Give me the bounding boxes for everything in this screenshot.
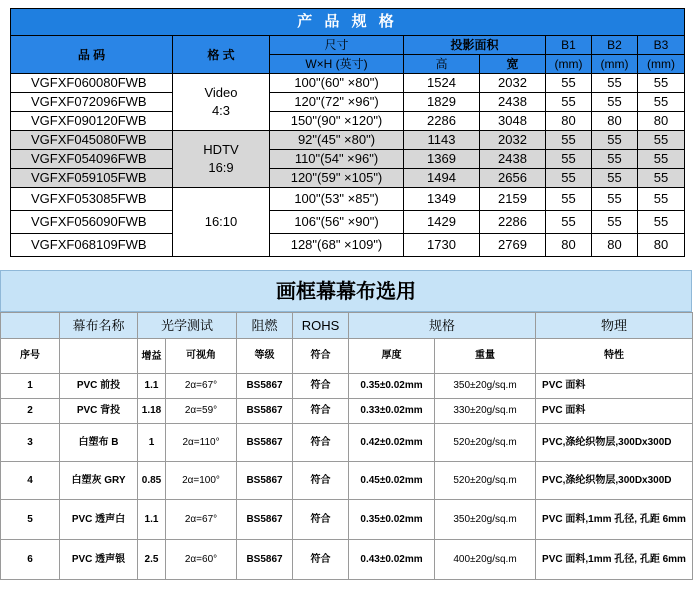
width-cell: 2159: [480, 188, 546, 211]
row-index: 6: [1, 540, 60, 580]
col-header-b3: B3: [638, 36, 685, 55]
col-header-b2-unit: (mm): [592, 55, 638, 74]
flame-grade: BS5867: [237, 399, 293, 424]
b2-cell: 80: [592, 234, 638, 257]
sub-header-gain: 增益: [138, 339, 166, 374]
product-code: VGFXF054096FWB: [11, 150, 173, 169]
b3-cell: 55: [638, 150, 685, 169]
thickness-cell: 0.33±0.02mm: [349, 399, 435, 424]
b2-cell: 80: [592, 112, 638, 131]
spec-row: [11, 131, 685, 150]
height-cell: 1494: [404, 169, 480, 188]
property-cell: PVC 面料: [536, 374, 693, 399]
format-cell-hdtv: HDTV 16:9: [173, 131, 270, 188]
size-cell: 92"(45" ×80"): [270, 131, 404, 150]
b2-cell: 55: [592, 93, 638, 112]
spec-row: [11, 169, 685, 188]
b3-cell: 80: [638, 234, 685, 257]
size-cell: 128"(68" ×109"): [270, 234, 404, 257]
material-row: [1, 500, 693, 540]
b3-cell: 55: [638, 131, 685, 150]
sub-header-comply: 符合: [293, 339, 349, 374]
gain-cell: 1: [138, 424, 166, 462]
product-code: VGFXF059105FWB: [11, 169, 173, 188]
b3-cell: 55: [638, 211, 685, 234]
rohs-cell: 符合: [293, 500, 349, 540]
height-cell: 1524: [404, 74, 480, 93]
b3-cell: 55: [638, 188, 685, 211]
property-cell: PVC,涤纶织物层,300Dx300D: [536, 424, 693, 462]
b1-cell: 55: [546, 131, 592, 150]
col-header-wide: 宽: [480, 55, 546, 74]
format-cell-video: Video 4:3: [173, 74, 270, 131]
weight-cell: 330±20g/sq.m: [435, 399, 536, 424]
gain-cell: 0.85: [138, 462, 166, 500]
weight-cell: 400±20g/sq.m: [435, 540, 536, 580]
b1-cell: 80: [546, 112, 592, 131]
material-name: PVC 透声白: [60, 500, 138, 540]
size-cell: 110"(54" ×96"): [270, 150, 404, 169]
size-cell: 106"(56" ×90"): [270, 211, 404, 234]
sub-header-property: 特性: [536, 339, 693, 374]
material-name: PVC 背投: [60, 399, 138, 424]
b3-cell: 55: [638, 74, 685, 93]
weight-cell: 350±20g/sq.m: [435, 374, 536, 399]
height-cell: 1829: [404, 93, 480, 112]
col-header-size: 尺寸: [270, 36, 404, 55]
rohs-cell: 符合: [293, 424, 349, 462]
b3-cell: 80: [638, 112, 685, 131]
row-index: 4: [1, 462, 60, 500]
product-code: VGFXF060080FWB: [11, 74, 173, 93]
product-code: VGFXF056090FWB: [11, 211, 173, 234]
property-cell: PVC,涤纶织物层,300Dx300D: [536, 462, 693, 500]
product-code: VGFXF068109FWB: [11, 234, 173, 257]
group-header-optical: 光学测试: [138, 313, 237, 339]
col-header-b3-unit: (mm): [638, 55, 685, 74]
width-cell: 2438: [480, 93, 546, 112]
width-cell: 2438: [480, 150, 546, 169]
flame-grade: BS5867: [237, 540, 293, 580]
group-header-flame: 阻燃: [237, 313, 293, 339]
col-header-size-unit: W×H (英寸): [270, 55, 404, 74]
width-cell: 3048: [480, 112, 546, 131]
rohs-cell: 符合: [293, 399, 349, 424]
material-name: PVC 前投: [60, 374, 138, 399]
sub-header-grade: 等级: [237, 339, 293, 374]
spec-row: [11, 74, 685, 93]
size-cell: 120"(59" ×105"): [270, 169, 404, 188]
b3-cell: 55: [638, 93, 685, 112]
thickness-cell: 0.43±0.02mm: [349, 540, 435, 580]
height-cell: 1369: [404, 150, 480, 169]
b1-cell: 55: [546, 93, 592, 112]
gain-cell: 2.5: [138, 540, 166, 580]
size-cell: 120"(72" ×96"): [270, 93, 404, 112]
gain-cell: 1.1: [138, 500, 166, 540]
col-header-high: 高: [404, 55, 480, 74]
flame-grade: BS5867: [237, 500, 293, 540]
angle-cell: 2α=67°: [166, 374, 237, 399]
b2-cell: 55: [592, 169, 638, 188]
row-index: 5: [1, 500, 60, 540]
spec-row: [11, 93, 685, 112]
sub-header-thickness: 厚度: [349, 339, 435, 374]
col-header-code: 品 码: [11, 36, 173, 74]
b1-cell: 80: [546, 234, 592, 257]
sub-header-angle: 可视角: [166, 339, 237, 374]
angle-cell: 2α=110°: [166, 424, 237, 462]
material-name: 白塑灰 GRY: [60, 462, 138, 500]
material-row: [1, 462, 693, 500]
property-cell: PVC 面料,1mm 孔径, 孔距 6mm: [536, 540, 693, 580]
material-row: [1, 540, 693, 580]
spec-row: [11, 234, 685, 257]
b2-cell: 55: [592, 188, 638, 211]
material-row: [1, 374, 693, 399]
height-cell: 1143: [404, 131, 480, 150]
spec-row: [11, 112, 685, 131]
spec-table-body: [11, 74, 685, 257]
product-spec-table: [10, 8, 685, 257]
width-cell: 2032: [480, 131, 546, 150]
height-cell: 1429: [404, 211, 480, 234]
flame-grade: BS5867: [237, 462, 293, 500]
b1-cell: 55: [546, 169, 592, 188]
row-index: 3: [1, 424, 60, 462]
gain-cell: 1.1: [138, 374, 166, 399]
row-index: 1: [1, 374, 60, 399]
thickness-cell: 0.35±0.02mm: [349, 374, 435, 399]
product-code: VGFXF053085FWB: [11, 188, 173, 211]
thickness-cell: 0.35±0.02mm: [349, 500, 435, 540]
col-header-b2: B2: [592, 36, 638, 55]
group-header-blank: [1, 313, 60, 339]
spec-table-title: 产 品 规 格: [11, 9, 685, 36]
material-table: [0, 312, 693, 580]
product-code: VGFXF090120FWB: [11, 112, 173, 131]
material-row: [1, 399, 693, 424]
size-cell: 150"(90" ×120"): [270, 112, 404, 131]
col-header-projection-area: 投影面积: [404, 36, 546, 55]
size-cell: 100"(60" ×80"): [270, 74, 404, 93]
material-name: PVC 透声银: [60, 540, 138, 580]
width-cell: 2769: [480, 234, 546, 257]
material-table-body: [1, 374, 693, 580]
sub-header-weight: 重量: [435, 339, 536, 374]
material-title: 画框幕幕布选用: [0, 270, 692, 312]
sub-header-index: 序号: [1, 339, 60, 374]
gain-cell: 1.18: [138, 399, 166, 424]
b2-cell: 55: [592, 131, 638, 150]
group-header-name: 幕布名称: [60, 313, 138, 339]
width-cell: 2032: [480, 74, 546, 93]
b2-cell: 55: [592, 211, 638, 234]
width-cell: 2656: [480, 169, 546, 188]
b1-cell: 55: [546, 188, 592, 211]
b3-cell: 55: [638, 169, 685, 188]
flame-grade: BS5867: [237, 424, 293, 462]
angle-cell: 2α=60°: [166, 540, 237, 580]
b2-cell: 55: [592, 150, 638, 169]
height-cell: 2286: [404, 112, 480, 131]
spec-row: [11, 150, 685, 169]
flame-grade: BS5867: [237, 374, 293, 399]
group-header-physical: 物理: [536, 313, 693, 339]
b1-cell: 55: [546, 211, 592, 234]
height-cell: 1349: [404, 188, 480, 211]
b2-cell: 55: [592, 74, 638, 93]
sub-header-blank: [60, 339, 138, 374]
angle-cell: 2α=100°: [166, 462, 237, 500]
rohs-cell: 符合: [293, 462, 349, 500]
weight-cell: 520±20g/sq.m: [435, 462, 536, 500]
weight-cell: 520±20g/sq.m: [435, 424, 536, 462]
spec-row: [11, 211, 685, 234]
row-index: 2: [1, 399, 60, 424]
rohs-cell: 符合: [293, 374, 349, 399]
thickness-cell: 0.45±0.02mm: [349, 462, 435, 500]
material-section: [0, 270, 692, 580]
group-header-rohs: ROHS: [293, 313, 349, 339]
format-cell-wide: 16:10: [173, 188, 270, 257]
b1-cell: 55: [546, 74, 592, 93]
col-header-b1: B1: [546, 36, 592, 55]
property-cell: PVC 面料: [536, 399, 693, 424]
spec-row: [11, 188, 685, 211]
width-cell: 2286: [480, 211, 546, 234]
angle-cell: 2α=67°: [166, 500, 237, 540]
thickness-cell: 0.42±0.02mm: [349, 424, 435, 462]
product-code: VGFXF072096FWB: [11, 93, 173, 112]
group-header-spec: 规格: [349, 313, 536, 339]
product-code: VGFXF045080FWB: [11, 131, 173, 150]
col-header-format: 格 式: [173, 36, 270, 74]
material-name: 白塑布 B: [60, 424, 138, 462]
col-header-b1-unit: (mm): [546, 55, 592, 74]
size-cell: 100"(53" ×85"): [270, 188, 404, 211]
b1-cell: 55: [546, 150, 592, 169]
weight-cell: 350±20g/sq.m: [435, 500, 536, 540]
property-cell: PVC 面料,1mm 孔径, 孔距 6mm: [536, 500, 693, 540]
material-row: [1, 424, 693, 462]
angle-cell: 2α=59°: [166, 399, 237, 424]
rohs-cell: 符合: [293, 540, 349, 580]
height-cell: 1730: [404, 234, 480, 257]
